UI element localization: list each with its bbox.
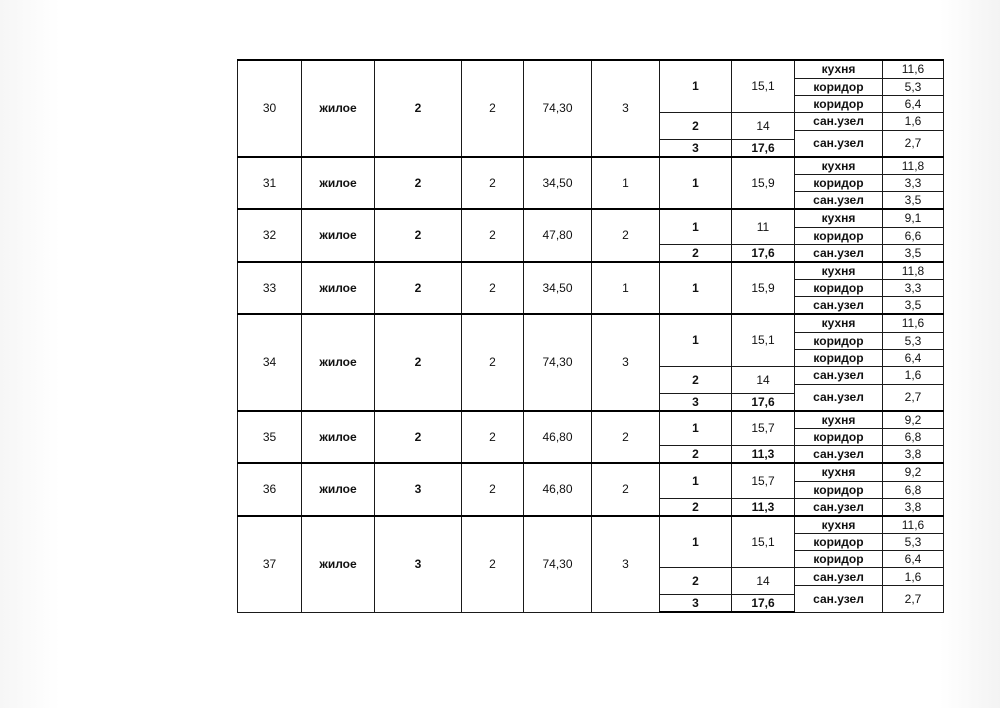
room-area: 15,9	[732, 157, 795, 210]
aux-area: 3,8	[883, 446, 944, 464]
aux-area: 6,4	[883, 551, 944, 568]
room-area: 15,7	[732, 463, 795, 498]
aux-area: 11,6	[883, 516, 944, 534]
aux-area: 3,5	[883, 297, 944, 315]
apt-type: жилое	[302, 157, 375, 210]
aux-name: коридор	[795, 332, 883, 349]
apt-entrance: 2	[462, 463, 524, 516]
aux-area: 2,7	[883, 586, 944, 613]
room-area: 15,1	[732, 314, 795, 366]
apt-entrance: 2	[462, 262, 524, 315]
apt-entrance: 2	[462, 516, 524, 613]
aux-area: 6,6	[883, 227, 944, 244]
aux-name: сан.узел	[795, 244, 883, 262]
aux-area: 11,6	[883, 60, 944, 78]
aux-name: сан.узел	[795, 446, 883, 464]
room-number: 1	[660, 463, 732, 498]
aux-name: кухня	[795, 157, 883, 175]
aux-area: 3,8	[883, 498, 944, 516]
room-area: 17,6	[732, 244, 795, 262]
room-number: 1	[660, 262, 732, 315]
table-row	[238, 209, 944, 227]
apt-number: 34	[238, 314, 302, 411]
apt-number: 35	[238, 411, 302, 464]
aux-name: сан.узел	[795, 112, 883, 130]
aux-name: коридор	[795, 227, 883, 244]
apt-floor: 2	[375, 262, 462, 315]
apt-rooms-count: 2	[592, 463, 660, 516]
aux-name: кухня	[795, 411, 883, 429]
apt-entrance: 2	[462, 411, 524, 464]
room-area: 17,6	[732, 139, 795, 157]
room-area: 14	[732, 568, 795, 595]
aux-name: кухня	[795, 60, 883, 78]
apt-area: 74,30	[524, 516, 592, 613]
apt-rooms-count: 1	[592, 262, 660, 315]
aux-name: коридор	[795, 175, 883, 192]
aux-area: 5,3	[883, 78, 944, 95]
room-number: 3	[660, 393, 732, 411]
room-area: 15,1	[732, 516, 795, 568]
table-row	[238, 463, 944, 481]
aux-name: сан.узел	[795, 297, 883, 315]
table-row	[238, 314, 944, 332]
aux-area: 6,8	[883, 429, 944, 446]
room-area: 14	[732, 112, 795, 139]
apt-floor: 2	[375, 314, 462, 411]
apt-floor: 2	[375, 209, 462, 262]
room-number: 2	[660, 568, 732, 595]
aux-area: 3,3	[883, 175, 944, 192]
apt-floor: 2	[375, 411, 462, 464]
aux-name: коридор	[795, 280, 883, 297]
aux-name: кухня	[795, 463, 883, 481]
room-number: 1	[660, 411, 732, 446]
apt-area: 46,80	[524, 411, 592, 464]
apt-floor: 3	[375, 463, 462, 516]
aux-name: сан.узел	[795, 568, 883, 586]
room-number: 2	[660, 366, 732, 393]
room-area: 11,3	[732, 446, 795, 464]
aux-name: сан.узел	[795, 384, 883, 411]
aux-name: коридор	[795, 349, 883, 366]
aux-name: сан.узел	[795, 130, 883, 157]
aux-name: коридор	[795, 78, 883, 95]
aux-area: 11,6	[883, 314, 944, 332]
aux-area: 6,8	[883, 481, 944, 498]
table-row	[238, 60, 944, 78]
room-number: 1	[660, 314, 732, 366]
apt-area: 34,50	[524, 157, 592, 210]
room-area: 15,1	[732, 60, 795, 112]
apt-number: 32	[238, 209, 302, 262]
room-number: 2	[660, 446, 732, 464]
aux-area: 2,7	[883, 384, 944, 411]
aux-name: сан.узел	[795, 586, 883, 613]
aux-area: 11,8	[883, 262, 944, 280]
apt-rooms-count: 3	[592, 516, 660, 613]
aux-name: кухня	[795, 262, 883, 280]
apt-number: 37	[238, 516, 302, 613]
aux-area: 9,2	[883, 411, 944, 429]
apt-type: жилое	[302, 262, 375, 315]
room-area: 17,6	[732, 393, 795, 411]
table-row	[238, 262, 944, 280]
room-number: 2	[660, 112, 732, 139]
aux-area: 6,4	[883, 349, 944, 366]
apt-type: жилое	[302, 463, 375, 516]
aux-name: сан.узел	[795, 366, 883, 384]
aux-name: коридор	[795, 534, 883, 551]
aux-area: 11,8	[883, 157, 944, 175]
aux-name: сан.узел	[795, 192, 883, 210]
aux-name: кухня	[795, 209, 883, 227]
aux-area: 1,6	[883, 366, 944, 384]
aux-area: 3,5	[883, 244, 944, 262]
apt-type: жилое	[302, 60, 375, 157]
apt-area: 47,80	[524, 209, 592, 262]
apt-rooms-count: 3	[592, 60, 660, 157]
aux-area: 3,3	[883, 280, 944, 297]
apt-area: 46,80	[524, 463, 592, 516]
apt-entrance: 2	[462, 60, 524, 157]
room-number: 2	[660, 244, 732, 262]
aux-name: коридор	[795, 429, 883, 446]
room-area: 15,7	[732, 411, 795, 446]
aux-area: 1,6	[883, 112, 944, 130]
room-number: 1	[660, 60, 732, 112]
apt-number: 30	[238, 60, 302, 157]
apt-area: 74,30	[524, 314, 592, 411]
room-number: 3	[660, 139, 732, 157]
apt-entrance: 2	[462, 157, 524, 210]
aux-area: 6,4	[883, 95, 944, 112]
room-area: 17,6	[732, 595, 795, 613]
aux-name: сан.узел	[795, 498, 883, 516]
aux-name: кухня	[795, 516, 883, 534]
aux-area: 9,2	[883, 463, 944, 481]
aux-name: коридор	[795, 481, 883, 498]
apt-rooms-count: 3	[592, 314, 660, 411]
room-number: 3	[660, 595, 732, 613]
aux-area: 1,6	[883, 568, 944, 586]
aux-area: 5,3	[883, 332, 944, 349]
aux-area: 5,3	[883, 534, 944, 551]
table-row	[238, 516, 944, 534]
apt-type: жилое	[302, 411, 375, 464]
room-number: 1	[660, 516, 732, 568]
apt-number: 33	[238, 262, 302, 315]
room-area: 11	[732, 209, 795, 244]
apt-entrance: 2	[462, 314, 524, 411]
aux-name: коридор	[795, 551, 883, 568]
apt-number: 31	[238, 157, 302, 210]
apt-number: 36	[238, 463, 302, 516]
apt-type: жилое	[302, 516, 375, 613]
apt-rooms-count: 2	[592, 209, 660, 262]
room-area: 14	[732, 366, 795, 393]
room-area: 11,3	[732, 498, 795, 516]
room-number: 1	[660, 209, 732, 244]
apt-area: 74,30	[524, 60, 592, 157]
apt-floor: 3	[375, 516, 462, 613]
apartment-table	[237, 59, 944, 613]
aux-area: 9,1	[883, 209, 944, 227]
room-area: 15,9	[732, 262, 795, 315]
apt-area: 34,50	[524, 262, 592, 315]
room-number: 1	[660, 157, 732, 210]
aux-area: 2,7	[883, 130, 944, 157]
aux-area: 3,5	[883, 192, 944, 210]
table-row	[238, 411, 944, 429]
room-number: 2	[660, 498, 732, 516]
apt-entrance: 2	[462, 209, 524, 262]
aux-name: кухня	[795, 314, 883, 332]
apt-type: жилое	[302, 314, 375, 411]
aux-name: коридор	[795, 95, 883, 112]
apt-rooms-count: 2	[592, 411, 660, 464]
table-row	[238, 157, 944, 175]
apt-type: жилое	[302, 209, 375, 262]
apt-floor: 2	[375, 157, 462, 210]
apt-rooms-count: 1	[592, 157, 660, 210]
apt-floor: 2	[375, 60, 462, 157]
